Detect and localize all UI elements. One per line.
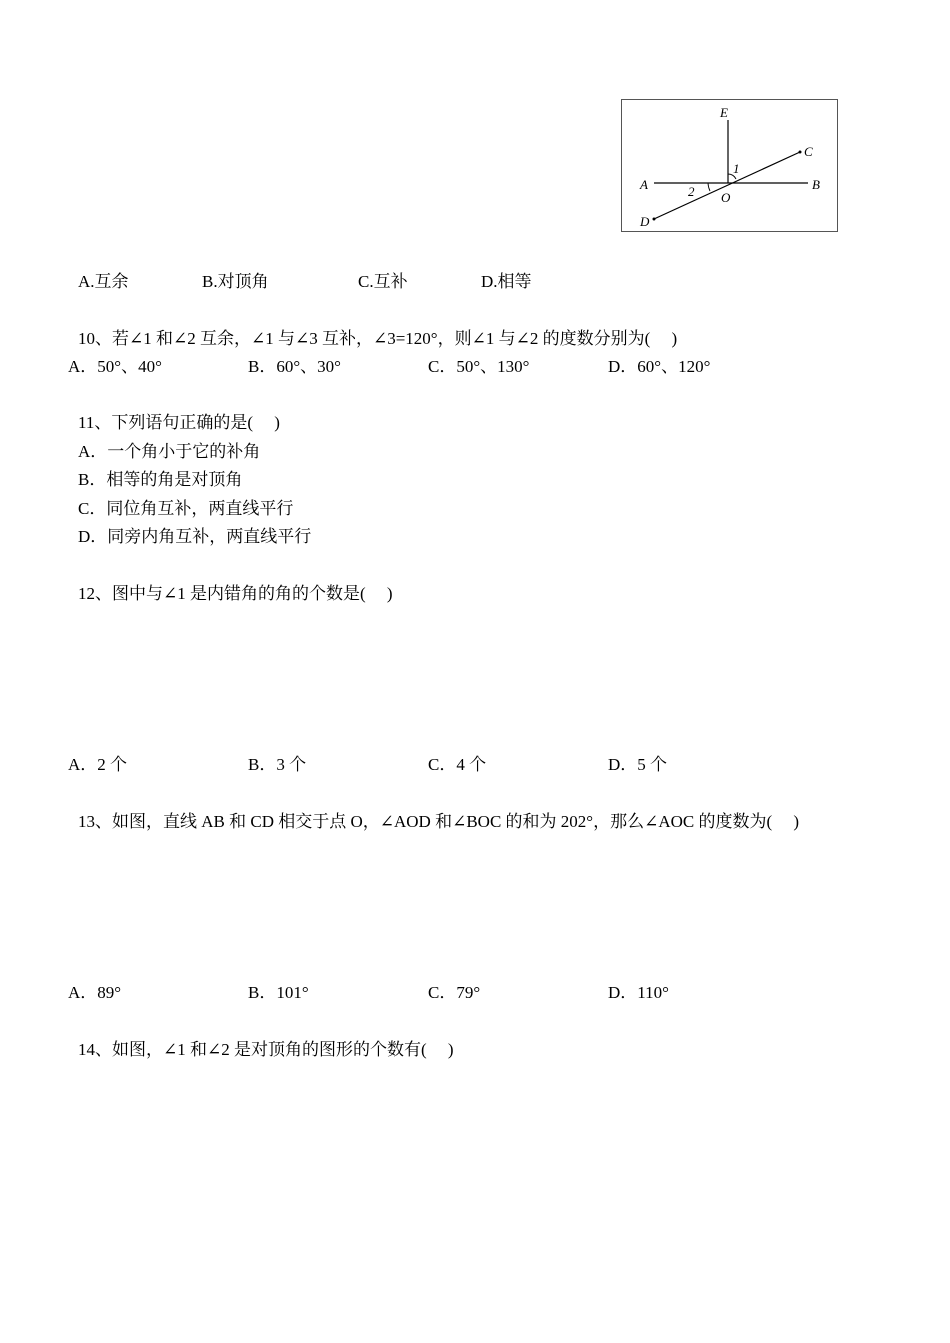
label-e: E	[720, 105, 728, 120]
q12-option-b: B．3 个	[248, 755, 307, 774]
line-cd	[654, 152, 800, 219]
q11-option-a: A．一个角小于它的补角	[78, 442, 261, 461]
q10-option-d: D．60°、120°	[608, 357, 711, 376]
q10-stem: 10、若∠1 和∠2 互余，∠1 与∠3 互补，∠3=120°，则∠1 与∠2 的度数分别为( )	[78, 329, 678, 348]
point-c	[799, 151, 802, 154]
label-c: C	[804, 144, 813, 159]
q12-option-a: A．2 个	[68, 755, 128, 774]
geometry-figure	[621, 99, 838, 232]
label-angle-2: 2	[688, 184, 695, 199]
q13-stem: 13、如图，直线 AB 和 CD 相交于点 O，∠AOD 和∠BOC 的和为 202°，那么∠AOC 的度数为( )	[78, 812, 800, 831]
q10-option-c: C．50°、130°	[428, 357, 530, 376]
q13-option-a: A．89°	[68, 983, 122, 1002]
label-o: O	[721, 190, 731, 205]
q9-option-a: A.互余	[78, 272, 129, 291]
q9-option-c: C.互补	[358, 272, 408, 291]
angle-2-arc	[708, 183, 710, 191]
label-a: A	[640, 177, 648, 192]
q12-option-c: C．4 个	[428, 755, 487, 774]
q10-option-b: B．60°、30°	[248, 357, 341, 376]
q14-stem: 14、如图，∠1 和∠2 是对顶角的图形的个数有( )	[78, 1040, 454, 1059]
label-angle-1: 1	[733, 161, 740, 176]
q11-option-d: D．同旁内角互补，两直线平行	[78, 527, 312, 546]
q13-option-d: D．110°	[608, 983, 669, 1002]
point-d	[653, 218, 656, 221]
q11-option-c: C．同位角互补，两直线平行	[78, 499, 294, 518]
q11-stem: 11、下列语句正确的是( )	[78, 413, 280, 432]
q9-option-b: B.对顶角	[202, 272, 269, 291]
label-b: B	[812, 177, 820, 192]
label-d: D	[640, 214, 650, 229]
q12-option-d: D．5 个	[608, 755, 668, 774]
q13-option-b: B．101°	[248, 983, 309, 1002]
figure-svg	[622, 100, 839, 233]
q12-stem: 12、图中与∠1 是内错角的角的个数是( )	[78, 584, 393, 603]
q10-option-a: A．50°、40°	[68, 357, 162, 376]
q13-option-c: C．79°	[428, 983, 481, 1002]
q11-option-b: B．相等的角是对顶角	[78, 470, 243, 489]
q9-option-d: D.相等	[481, 272, 532, 291]
